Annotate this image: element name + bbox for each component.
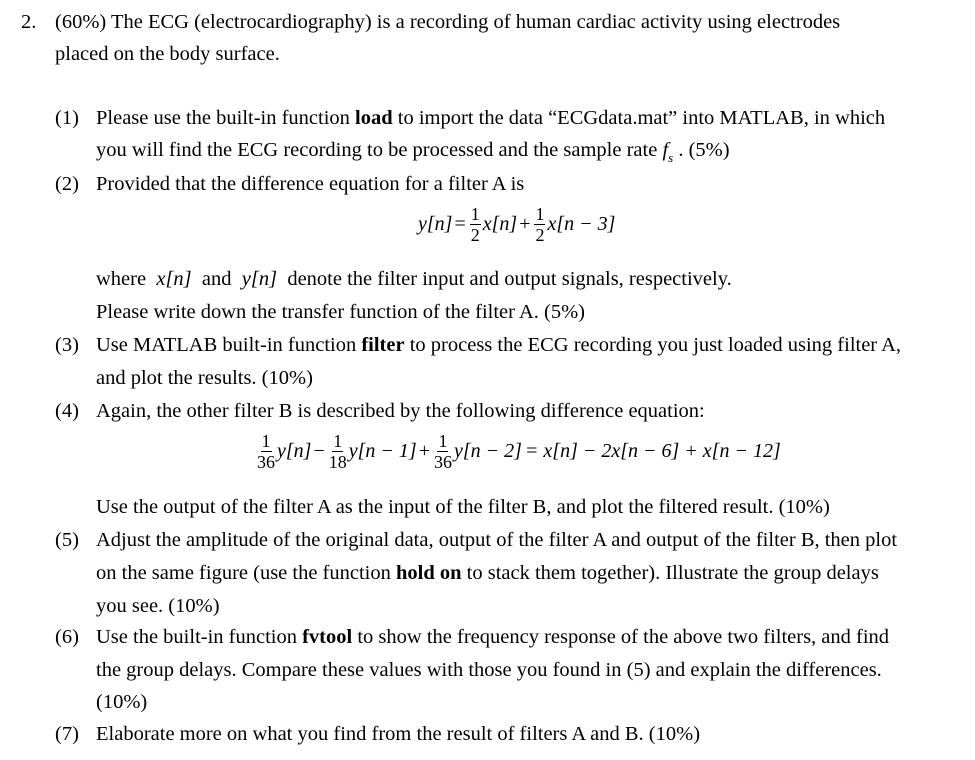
eq-term: y[n − 1] <box>348 440 417 462</box>
eq-term: x[n − 3] <box>547 213 616 235</box>
numerator: 1 <box>261 431 271 451</box>
item-label: (3) <box>55 334 79 356</box>
item-label: (6) <box>55 626 79 648</box>
var-sub: s <box>668 150 674 165</box>
item-text <box>96 335 901 356</box>
item-text <box>96 627 889 648</box>
fraction <box>534 205 545 244</box>
item-text <box>96 108 885 129</box>
denominator: 36 <box>433 452 452 472</box>
keyword-fvtool: fvtool <box>302 626 353 648</box>
item-text: Again, the other filter B is described by the following difference equation: <box>96 400 705 422</box>
eq-rhs: = x[n] − 2x[n − 6] + x[n − 12] <box>524 440 781 462</box>
item-label: (4) <box>55 400 79 422</box>
item-text <box>96 269 732 290</box>
text: Use the built-in function <box>96 626 303 648</box>
fraction <box>434 432 452 471</box>
item-label: (1) <box>55 107 79 129</box>
item-text: (10%) <box>96 691 148 713</box>
text: Use MATLAB built-in function <box>96 334 362 356</box>
item-text: and plot the results. (10%) <box>96 367 313 389</box>
eq-op: − <box>313 440 325 462</box>
eq-term: y[n − 2] <box>453 440 522 462</box>
item-text: you see. (10%) <box>96 595 220 617</box>
var-y: y[n] <box>241 268 278 290</box>
item-text: Elaborate more on what you find from the result of filters A and B. (10%) <box>96 723 701 745</box>
fraction <box>470 205 481 244</box>
item-text: Provided that the difference equation for a filter A is <box>96 173 525 195</box>
text: Please use the built-in function <box>96 107 356 129</box>
item-text <box>96 563 879 584</box>
text: . (5%) <box>673 139 730 161</box>
denominator: 2 <box>535 225 545 245</box>
keyword-load: load <box>355 107 393 129</box>
text: on the same figure (use the function <box>96 562 397 584</box>
eq-term: y[n] <box>277 440 312 462</box>
item-label: (7) <box>55 723 79 745</box>
item-text <box>96 139 730 165</box>
problem-intro: (60%) The ECG (electrocardiography) is a recording of human cardiac activity using electrodes <box>55 11 841 33</box>
text: denote the filter input and output signals, respectively. <box>282 268 732 290</box>
denominator: 18 <box>328 452 347 472</box>
numerator: 1 <box>333 431 343 451</box>
fraction <box>257 432 275 471</box>
denominator: 36 <box>257 452 275 472</box>
problem-number: 2. <box>21 11 37 33</box>
eq-op: + <box>519 213 531 235</box>
text: to import the data “ECGdata.mat” into MATLAB, in which <box>392 107 886 129</box>
item-label: (2) <box>55 173 79 195</box>
item-text: Please write down the transfer function of the filter A. (5%) <box>96 301 585 323</box>
numerator: 1 <box>470 204 480 224</box>
text: to stack them together). Illustrate the group delays <box>461 562 879 584</box>
numerator: 1 <box>438 431 448 451</box>
eq-op: = <box>454 213 466 235</box>
eq-term: x[n] <box>482 213 518 235</box>
item-text: Adjust the amplitude of the original data, output of the filter A and output of the filter B, then plot <box>96 529 898 551</box>
var-x: x[n] <box>156 268 192 290</box>
var-f: f <box>662 139 669 161</box>
equation-filter-b <box>255 432 781 471</box>
item-text: Use the output of the filter A as the input of the filter B, and plot the filtered result. (10%) <box>96 496 830 518</box>
item-text: the group delays. Compare these values with those you found in (5) and explain the differences. <box>96 659 882 681</box>
text: where <box>96 268 152 290</box>
item-label: (5) <box>55 529 79 551</box>
equation-filter-a <box>418 205 615 244</box>
text: to show the frequency response of the above two filters, and find <box>352 626 890 648</box>
eq-op: + <box>418 440 430 462</box>
text: to process the ECG recording you just loaded using filter A, <box>404 334 902 356</box>
fraction <box>329 432 347 471</box>
keyword-filter: filter <box>361 334 405 356</box>
eq-term: y[n] <box>418 213 453 235</box>
problem-intro-cont: placed on the body surface. <box>55 43 280 65</box>
text: and <box>196 268 237 290</box>
denominator: 2 <box>470 225 480 245</box>
numerator: 1 <box>535 204 545 224</box>
text: you will find the ECG recording to be processed and the sample rate <box>96 139 663 161</box>
keyword-hold-on: hold on <box>396 562 462 584</box>
